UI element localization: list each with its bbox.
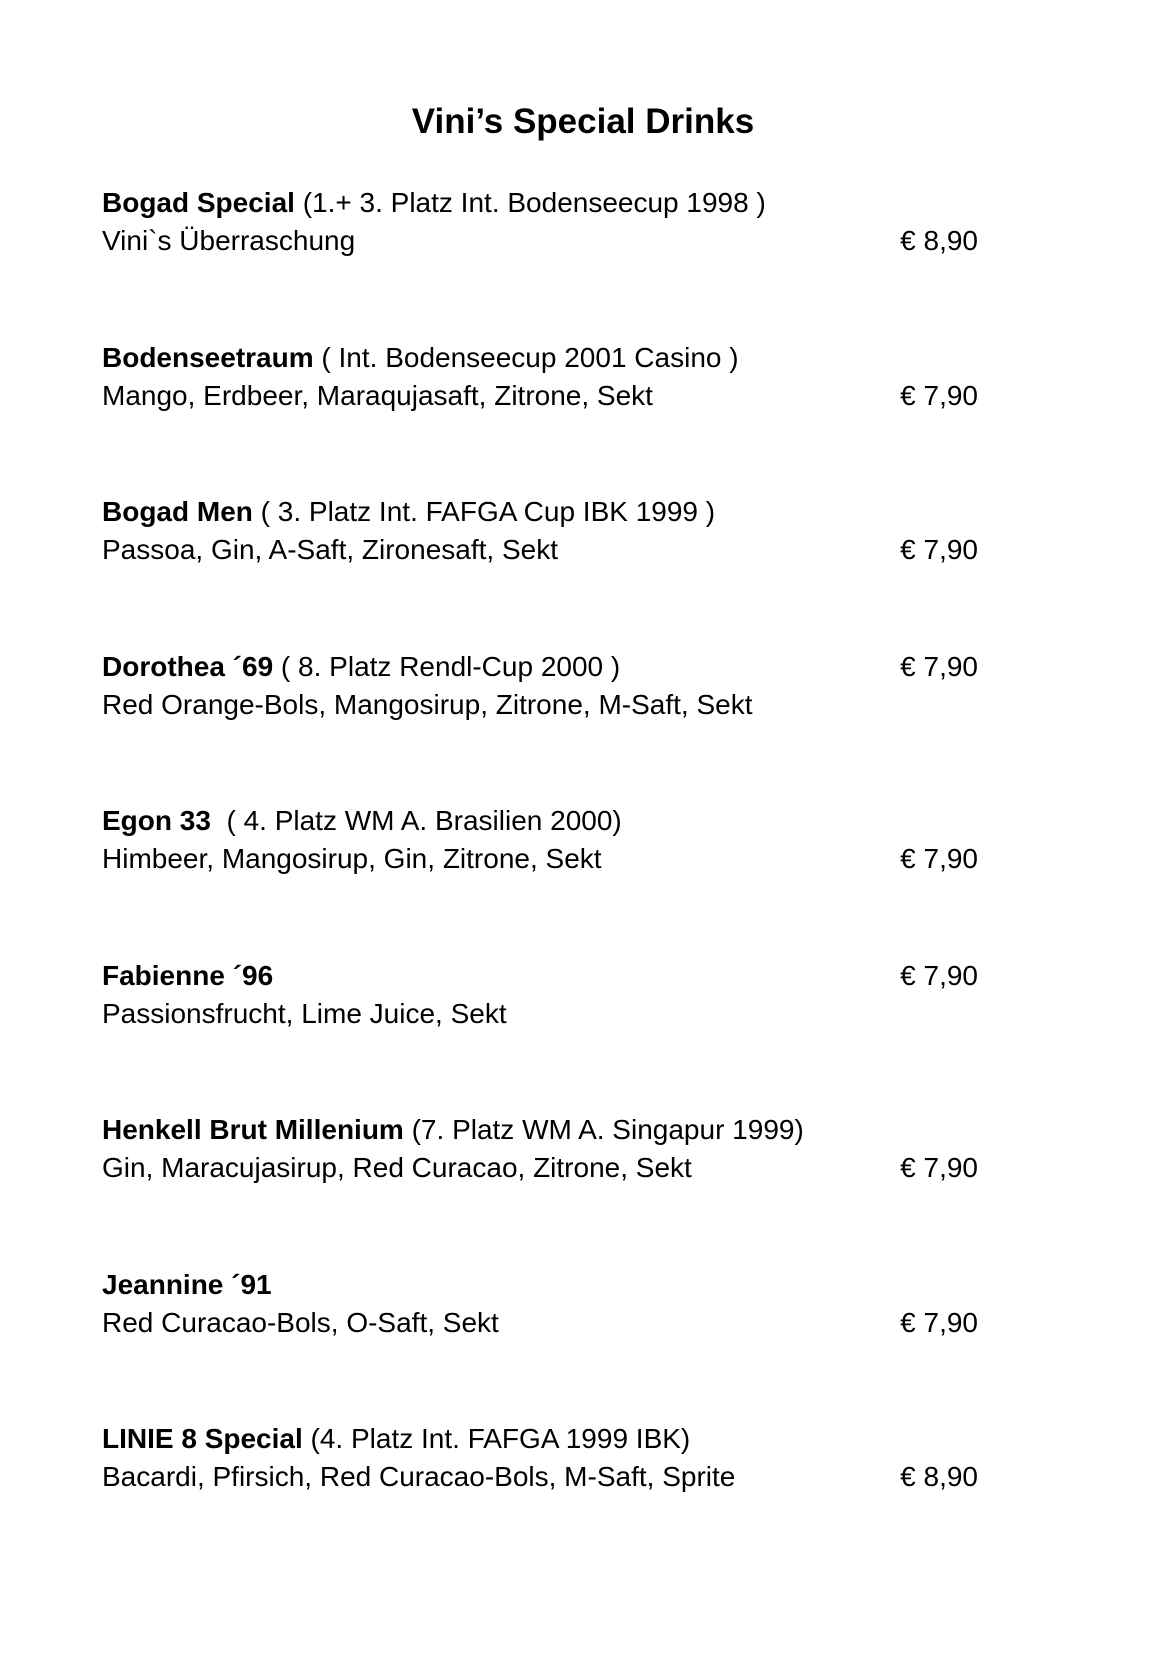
drinks-menu xyxy=(102,183,978,1574)
drink-ingredients: Vini`s Überraschung xyxy=(102,225,356,256)
drink-price: € 7,90 xyxy=(900,650,978,682)
drink-ingredients: Gin, Maracujasirup, Red Curacao, Zitrone, Sekt xyxy=(102,1152,692,1183)
drink-name: Jeannine ´91 xyxy=(102,1268,272,1300)
drink-price: € 7,90 xyxy=(900,1152,978,1183)
menu-item-heading xyxy=(102,647,978,687)
drink-award-note: ( 3. Platz Int. FAFGA Cup IBK 1999 ) xyxy=(252,496,716,527)
page-title: Vini’s Special Drinks xyxy=(411,102,755,141)
drink-price: € 8,90 xyxy=(900,1461,978,1492)
menu-item-heading xyxy=(102,1110,978,1150)
drink-award-note: ( Int. Bodenseecup 2001 Casino ) xyxy=(313,341,739,373)
menu-item xyxy=(102,492,978,647)
drink-price: € 7,90 xyxy=(900,1306,978,1338)
drink-name: Bogad Men xyxy=(102,496,253,527)
drink-name: LINIE 8 Special xyxy=(102,1423,303,1454)
drink-name: Henkell Brut Millenium xyxy=(102,1114,404,1145)
menu-item-heading xyxy=(102,338,978,378)
drink-award-note: (7. Platz WM A. Singapur 1999) xyxy=(403,1114,804,1145)
menu-item xyxy=(102,801,978,956)
menu-item xyxy=(102,647,978,802)
menu-item xyxy=(102,1265,978,1420)
menu-item-heading xyxy=(102,801,978,841)
drink-ingredients: Red Curacao-Bols, O-Saft, Sekt xyxy=(102,1306,499,1338)
drink-ingredients: Mango, Erdbeer, Maraqujasaft, Zitrone, Sekt xyxy=(102,379,653,411)
menu-item xyxy=(102,1419,978,1574)
drink-award-note: ( 4. Platz WM A. Brasilien 2000) xyxy=(210,805,622,836)
menu-item xyxy=(102,956,978,1111)
drink-award-note: (1.+ 3. Platz Int. Bodenseecup 1998 ) xyxy=(294,187,766,218)
menu-item-heading xyxy=(102,956,978,996)
menu-item-heading xyxy=(102,492,978,532)
drink-name: Bogad Special xyxy=(102,187,295,218)
drink-ingredients: Himbeer, Mangosirup, Gin, Zitrone, Sekt xyxy=(102,843,602,874)
drink-name: Egon 33 xyxy=(102,805,211,836)
menu-item-heading xyxy=(102,1419,978,1459)
menu-item xyxy=(102,338,978,493)
drink-name: Dorothea ´69 xyxy=(102,650,274,682)
menu-item xyxy=(102,183,978,338)
drink-ingredients: Bacardi, Pfirsich, Red Curacao-Bols, M-Saft, Sprite xyxy=(102,1461,736,1492)
drink-ingredients: Passionsfrucht, Lime Juice, Sekt xyxy=(102,997,507,1029)
drink-price: € 7,90 xyxy=(900,534,978,565)
menu-item-heading xyxy=(102,1265,978,1305)
drink-award-note: ( 8. Platz Rendl-Cup 2000 ) xyxy=(273,650,621,682)
drink-ingredients: Red Orange-Bols, Mangosirup, Zitrone, M-Saft, Sekt xyxy=(102,688,753,720)
drink-name: Bodenseetraum xyxy=(102,341,314,373)
menu-item-heading xyxy=(102,183,978,223)
drink-price: € 7,90 xyxy=(900,959,978,991)
drink-price: € 7,90 xyxy=(900,843,978,874)
drink-price: € 8,90 xyxy=(900,225,978,256)
drink-name: Fabienne ´96 xyxy=(102,959,274,991)
drink-ingredients: Passoa, Gin, A-Saft, Zironesaft, Sekt xyxy=(102,534,558,565)
drink-award-note: (4. Platz Int. FAFGA 1999 IBK) xyxy=(302,1423,691,1454)
drink-price: € 7,90 xyxy=(900,379,978,411)
menu-item xyxy=(102,1110,978,1265)
